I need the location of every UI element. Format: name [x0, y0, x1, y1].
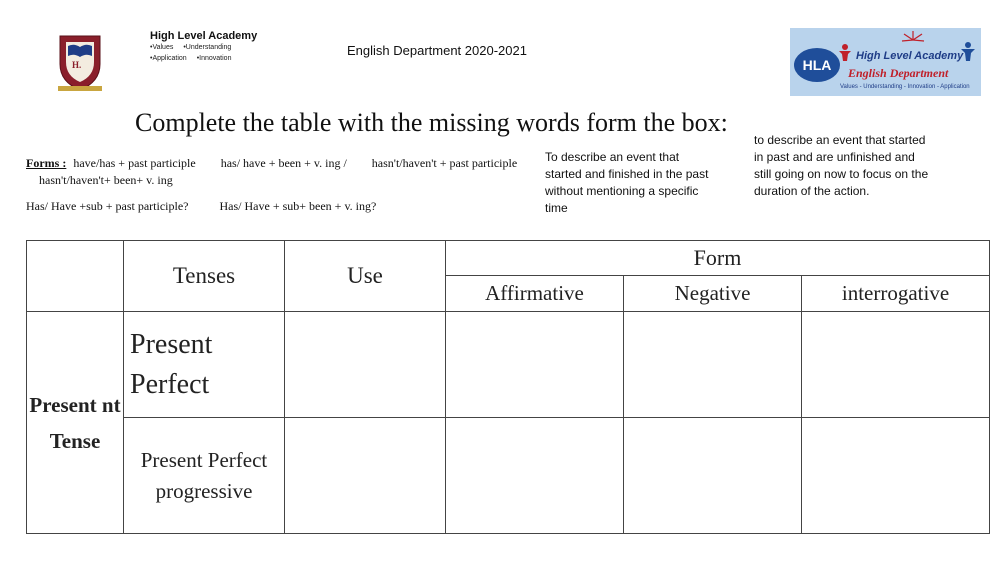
answer-cell-negative[interactable]	[624, 312, 802, 418]
form-item: have/has + past participle	[73, 156, 196, 170]
value-item: •Innovation	[196, 55, 232, 62]
form-item: Has/ Have +sub + past participle?	[26, 199, 189, 213]
form-item: hasn't/haven't + past participle	[371, 156, 518, 170]
crest-letter: H.	[72, 60, 82, 70]
description-1: To describe an event that started and finished in the past without mentioning a specific time	[545, 150, 709, 215]
department-year: English Department 2020-2021	[347, 43, 527, 58]
hla-name: High Level Academy	[856, 50, 964, 62]
form-item: Has/ Have + sub+ been + v. ing?	[219, 199, 377, 213]
answer-cell-interrogative[interactable]	[802, 312, 990, 418]
answer-cell-use[interactable]	[285, 418, 446, 534]
sunburst-icon	[900, 30, 926, 50]
row-present-perfect-progressive: Present Perfect progressive	[124, 418, 285, 534]
figure-red-icon	[838, 44, 852, 62]
forms-line-1	[26, 155, 526, 189]
header-negative: Negative	[624, 276, 802, 312]
header-tenses: Tenses	[124, 241, 285, 312]
academy-name: High Level Academy	[150, 30, 258, 42]
value-item: •Application	[150, 55, 187, 62]
group-present-tense: Present nt Tense	[27, 312, 124, 534]
forms-line-2	[26, 199, 376, 214]
page-title: Complete the table with the missing words form the box:	[135, 108, 728, 137]
header-use: Use	[285, 241, 446, 312]
academy-info	[150, 30, 257, 64]
value-item: •Values	[150, 44, 174, 51]
description-2: to describe an event that started in past and are unfinished and still going on now to focus on the duration of the action.	[754, 133, 929, 198]
hla-abbr: HLA	[794, 48, 840, 82]
answer-cell-negative[interactable]	[624, 418, 802, 534]
header-form: Form	[446, 241, 990, 276]
header-blank-cell	[27, 241, 124, 312]
header-interrogative: interrogative	[802, 276, 990, 312]
answer-cell-interrogative[interactable]	[802, 418, 990, 534]
tenses-table	[26, 240, 990, 534]
hla-tagline: Values - Understanding - Innovation - Application	[840, 84, 970, 90]
answer-cell-affirmative[interactable]	[446, 312, 624, 418]
academy-values	[150, 42, 257, 64]
answer-cell-use[interactable]	[285, 312, 446, 418]
row-present-perfect: Present Perfect	[124, 312, 285, 418]
answer-cell-affirmative[interactable]	[446, 418, 624, 534]
forms-label: Forms :	[26, 156, 67, 170]
value-item: •Understanding	[183, 44, 232, 51]
header-affirmative: Affirmative	[446, 276, 624, 312]
hla-department: English Department	[848, 66, 949, 80]
hla-logo	[790, 28, 981, 96]
form-item: has/ have + been + v. ing /	[220, 156, 347, 170]
form-item: hasn't/haven't+ been+ v. ing	[39, 173, 173, 187]
